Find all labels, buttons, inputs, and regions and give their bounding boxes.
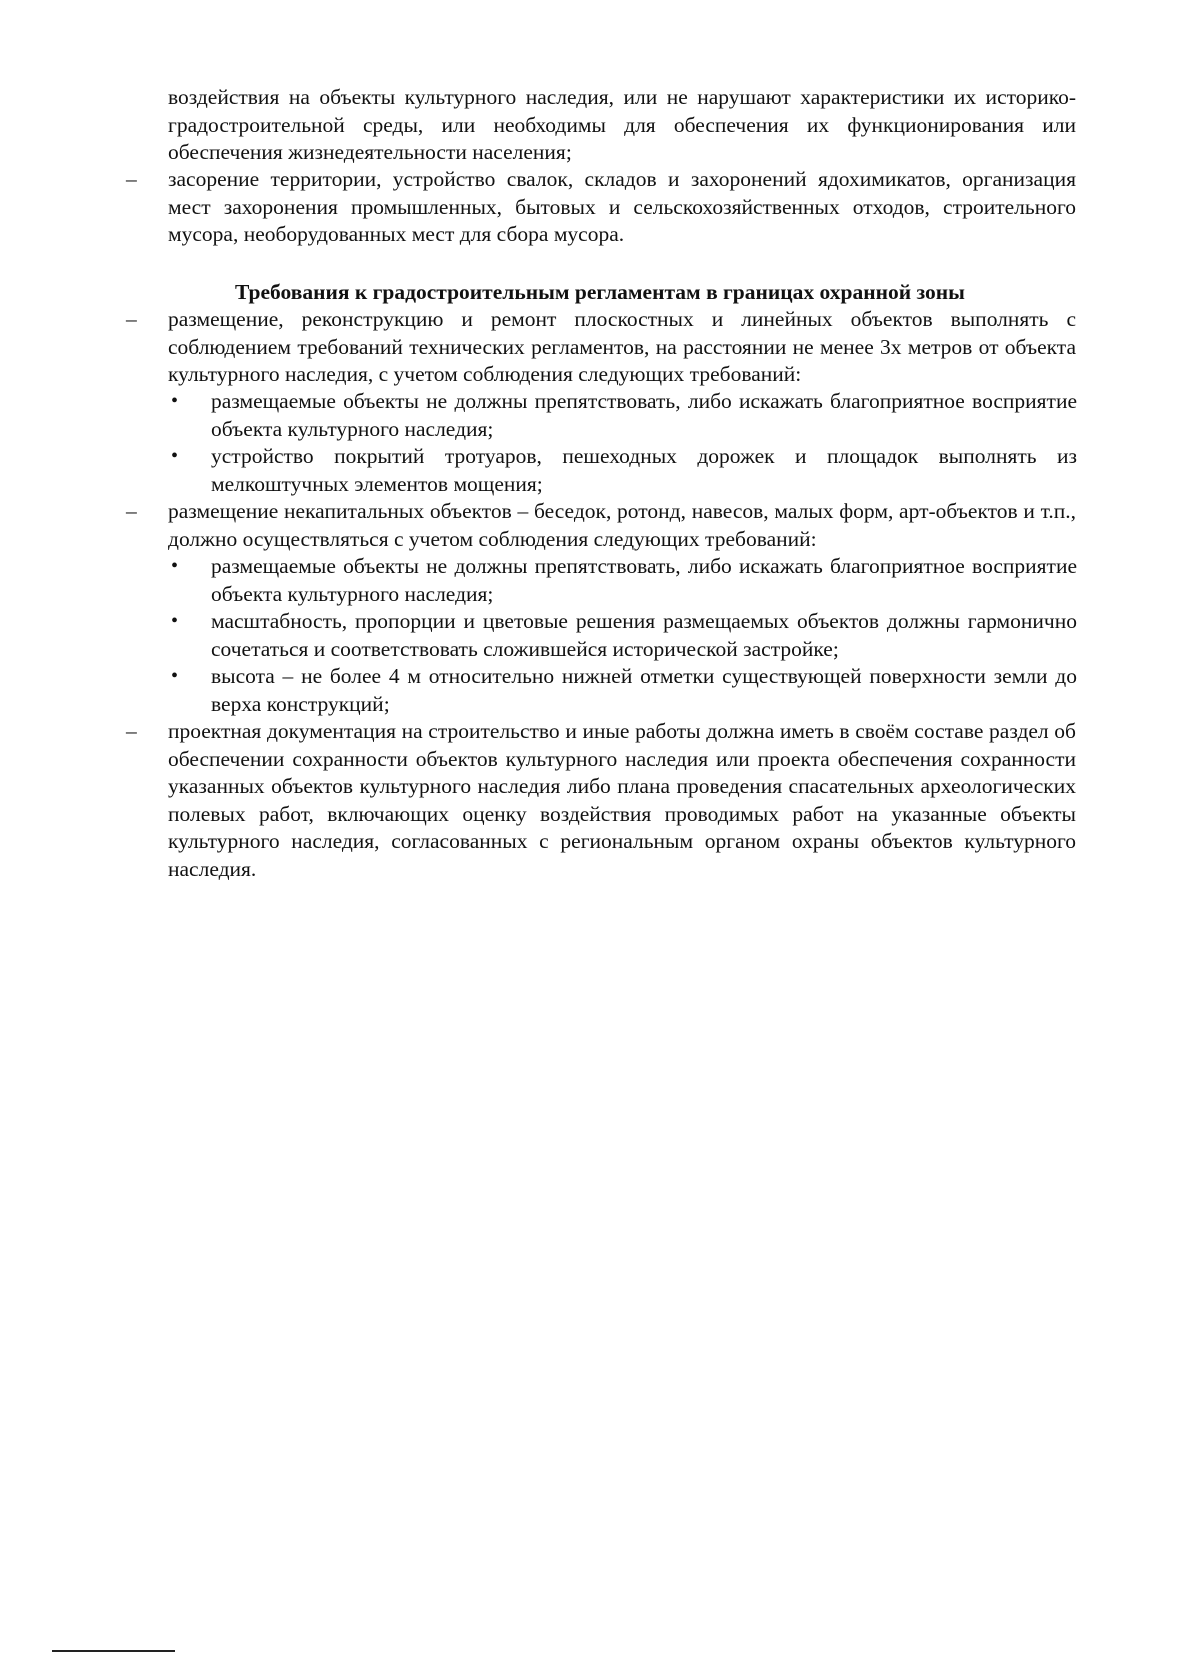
sub-list-item [171, 663, 1077, 718]
list-item [126, 306, 1076, 389]
sub-list-item-text: устройство покрытий тротуаров, пешеходных дорожек и площадок выполнять из мелкоштучных элементов мощения; [211, 444, 1077, 496]
dash-marker: – [126, 167, 137, 191]
list-item [126, 718, 1076, 883]
list-item-text: проектная документация на строительство и иные работы должна иметь в своём составе раздел об обеспечении сохранности объектов культурного наследия или проекта обеспечения сохранности указанных объектов культурного наследия либо плана проведения спасательных археологических полевых работ, включающих оценку воздействия проводимых работ на указанные объекты культурного наследия, согласованных с региональным органом охраны объектов культурного наследия. [168, 719, 1076, 881]
bullet-marker: • [171, 555, 179, 577]
bullet-marker: • [171, 665, 179, 687]
list-item [126, 498, 1076, 553]
sub-list-item-text: высота – не более 4 м относительно нижней отметки существующей поверхности земли до верха конструкций; [211, 664, 1077, 716]
bullet-marker: • [171, 610, 179, 632]
sub-list-item-text: размещаемые объекты не должны препятствовать, либо искажать благоприятное восприятие объекта культурного наследия; [211, 389, 1077, 441]
sub-list-item [171, 388, 1077, 443]
section-heading: Требования к градостроительным регламентам в границах охранной зоны [235, 280, 965, 304]
dash-marker: – [126, 307, 137, 331]
footnote-separator-line [52, 1650, 175, 1652]
sub-list-item-text: размещаемые объекты не должны препятствовать, либо искажать благоприятное восприятие объекта культурного наследия; [211, 554, 1077, 606]
dash-marker: – [126, 719, 137, 743]
list-item-text: засорение территории, устройство свалок, складов и захоронений ядохимикатов, организация мест захоронения промышленных, бытовых и сельскохозяйственных отходов, строительного мусора, необорудованных мест для сбора мусора. [168, 167, 1076, 246]
sub-list-item [171, 608, 1077, 663]
list-item-text: размещение некапитальных объектов – беседок, ротонд, навесов, малых форм, арт-объектов и т.п., должно осуществляться с учетом соблюдения следующих требований: [168, 499, 1076, 551]
bullet-marker: • [171, 390, 179, 412]
sub-list-item [171, 553, 1077, 608]
bullet-marker: • [171, 445, 179, 467]
sub-list-item-text: масштабность, пропорции и цветовые решения размещаемых объектов должны гармонично сочетаться и соответствовать сложившейся исторической застройке; [211, 609, 1077, 661]
list-item [126, 166, 1076, 249]
continuation-paragraph: воздействия на объекты культурного наследия, или не нарушают характеристики их историко-градостроительной среды, или необходимы для обеспечения их функционирования или обеспечения жизнедеятельности населения; [168, 85, 1076, 164]
list-item-text: размещение, реконструкцию и ремонт плоскостных и линейных объектов выполнять с соблюдением требований технических регламентов, на расстоянии не менее 3х метров от объекта культурного наследия, с учетом соблюдения следующих требований: [168, 307, 1076, 386]
dash-marker: – [126, 499, 137, 523]
sub-list-item [171, 443, 1077, 498]
